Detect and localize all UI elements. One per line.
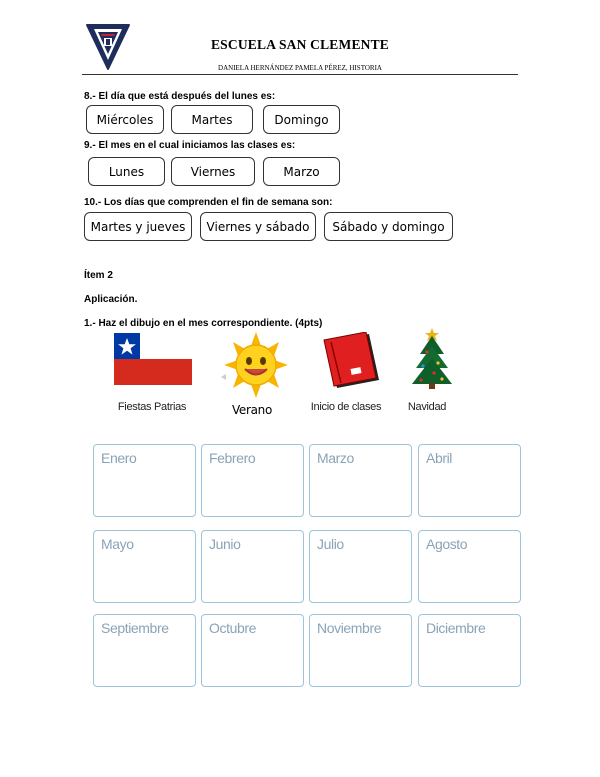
month-label: Septiembre bbox=[101, 620, 169, 636]
option-q10-3[interactable]: Sábado y domingo bbox=[324, 212, 453, 241]
option-q9-3[interactable]: Marzo bbox=[263, 157, 340, 186]
caption-fiestas-patrias: Fiestas Patrias bbox=[117, 401, 187, 413]
month-label: Junio bbox=[209, 536, 241, 552]
sun-icon bbox=[218, 330, 294, 400]
question-10: 10.- Los días que comprenden el fin de semana son: bbox=[84, 197, 333, 208]
month-box-julio[interactable] bbox=[309, 530, 412, 603]
month-label: Octubre bbox=[209, 620, 256, 636]
month-label: Enero bbox=[101, 450, 137, 466]
option-q10-1[interactable]: Martes y jueves bbox=[84, 212, 192, 241]
month-box-agosto[interactable] bbox=[418, 530, 521, 603]
month-box-febrero[interactable] bbox=[201, 444, 304, 517]
authors-line: DANIELA HERNÁNDEZ PAMELA PÉREZ, HISTORIA bbox=[218, 64, 382, 72]
caption-verano: Verano bbox=[231, 403, 273, 417]
caption-navidad: Navidad bbox=[407, 401, 447, 413]
month-box-diciembre[interactable] bbox=[418, 614, 521, 687]
option-q9-2[interactable]: Viernes bbox=[171, 157, 255, 186]
option-q8-2[interactable]: Martes bbox=[171, 105, 253, 134]
month-box-septiembre[interactable] bbox=[93, 614, 196, 687]
question-9: 9.- El mes en el cual iniciamos las clases es: bbox=[84, 140, 296, 151]
christmas-tree-icon bbox=[412, 326, 452, 390]
month-label: Abril bbox=[426, 450, 453, 466]
month-label: Marzo bbox=[317, 450, 354, 466]
month-box-noviembre[interactable] bbox=[309, 614, 412, 687]
option-q10-2[interactable]: Viernes y sábado bbox=[200, 212, 316, 241]
option-q8-1[interactable]: Miércoles bbox=[86, 105, 164, 134]
school-name: ESCUELA SAN CLEMENTE bbox=[210, 37, 390, 52]
instruction-text: 1.- Haz el dibujo en el mes correspondiente. (4pts) bbox=[84, 318, 323, 329]
item-heading: Ítem 2 bbox=[84, 270, 113, 281]
chile-flag-icon bbox=[114, 333, 192, 385]
month-box-abril[interactable] bbox=[418, 444, 521, 517]
month-box-marzo[interactable] bbox=[309, 444, 412, 517]
header-divider bbox=[82, 74, 518, 75]
school-logo bbox=[84, 22, 132, 72]
month-label: Febrero bbox=[209, 450, 256, 466]
month-box-enero[interactable] bbox=[93, 444, 196, 517]
month-box-mayo[interactable] bbox=[93, 530, 196, 603]
question-8: 8.- El día que está después del lunes es: bbox=[84, 91, 276, 102]
month-box-junio[interactable] bbox=[201, 530, 304, 603]
application-heading: Aplicación. bbox=[84, 294, 138, 305]
month-label: Mayo bbox=[101, 536, 134, 552]
month-box-octubre[interactable] bbox=[201, 614, 304, 687]
option-q9-1[interactable]: Lunes bbox=[88, 157, 165, 186]
notebook-icon bbox=[321, 332, 383, 390]
caption-inicio-clases: Inicio de clases bbox=[310, 401, 382, 413]
option-q8-3[interactable]: Domingo bbox=[263, 105, 340, 134]
month-label: Noviembre bbox=[317, 620, 382, 636]
month-label: Agosto bbox=[426, 536, 468, 552]
month-label: Diciembre bbox=[426, 620, 486, 636]
month-label: Julio bbox=[317, 536, 344, 552]
